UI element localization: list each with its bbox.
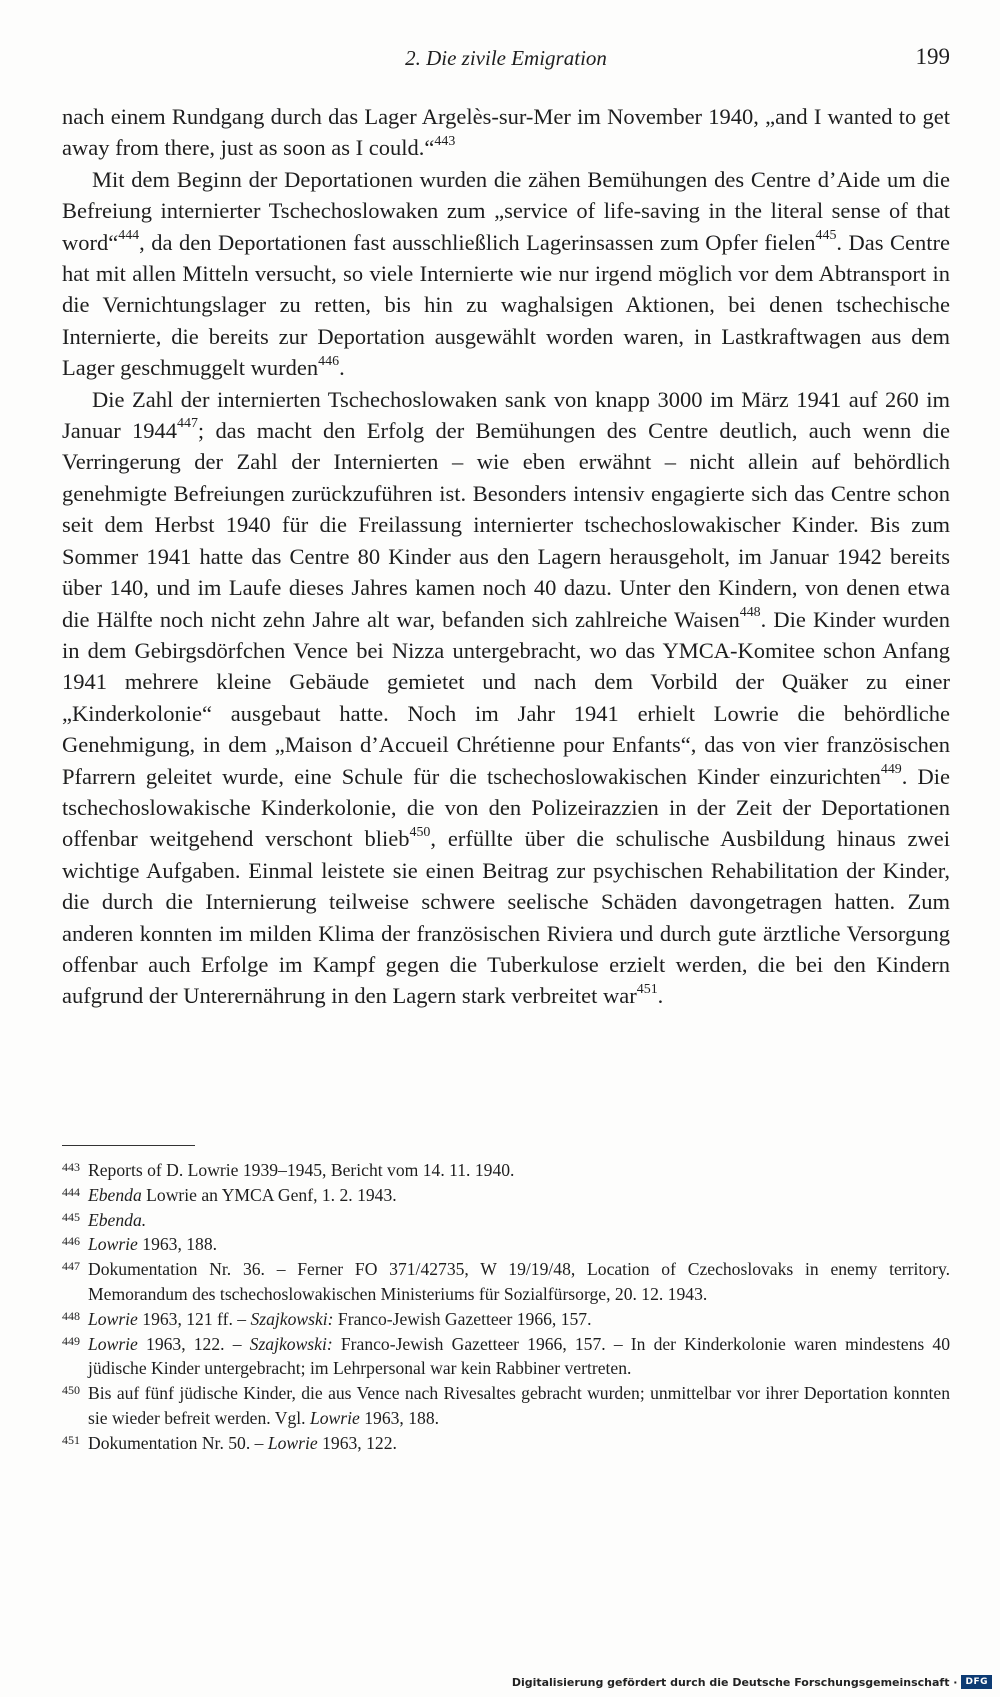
footnote-text: 1963, 122.: [317, 1432, 397, 1453]
footnote-text: Szajkowski:: [249, 1333, 333, 1354]
footnote-text: 1963, 188.: [137, 1234, 218, 1255]
footnote: [62, 1431, 950, 1456]
footnote-number: 444: [62, 1184, 80, 1199]
footnote-number: 451: [62, 1432, 80, 1447]
footnote-ref: 446: [318, 353, 340, 369]
paragraph-text: , da den Deportationen fast ausschließlich Lagerinsassen zum Opfer fielen: [139, 229, 816, 255]
footnote-text: Franco-Jewish Gazetteer 1966, 157. – In der Kinderkolonie waren mindestens 40 jüdische Kinder untergebracht; im Lehrpersonal war kein Rabbiner vertreten.: [88, 1333, 950, 1379]
footnote-text: Lowrie: [309, 1407, 360, 1428]
footnote-text: Szajkowski:: [250, 1308, 334, 1329]
footnote-text: Reports of D. Lowrie 1939–1945, Bericht vom 14. 11. 1940.: [88, 1160, 515, 1180]
footnote-divider: [62, 1145, 195, 1146]
paragraph-2: [62, 164, 950, 384]
footnote-ref: 447: [177, 416, 198, 432]
footnote-ref: 448: [739, 604, 761, 620]
paragraph-text: ; das macht den Erfolg der Bemühungen des Centre deutlich, auch wenn die Verringerung der Zahl der Internierten – wie eben erwähnt – nicht allein auf behördlich genehmigte Befreiungen zurückzuführen ist. Besonders intensiv engagierte sich das Centre schon seit dem Herbst 1940 für die Freilassung internierter tschechoslowakischer Kinder. Bis zum Sommer 1941 hatte das Centre 80 Kinder aus den Lagern herausgeholt, im Januar 1942 bereits über 140, und im Laufe dieses Jahres kamen noch 40 dazu. Unter den Kindern, von denen etwa die Hälfte noch nicht zehn Jahre alt war, befanden sich zahlreiche Waisen: [62, 418, 950, 632]
paragraph-text: Mit dem Beginn der Deportationen wurden die zähen Bemühungen des Centre d’Aide um die Befreiung internierter Tschechoslowaken zum „service of life-saving in the literal sense of that word“: [62, 166, 950, 255]
footnote: [62, 1307, 950, 1332]
footnote-ref: 451: [636, 981, 658, 997]
footnote: [62, 1183, 950, 1208]
footnote-number: 443: [62, 1160, 80, 1174]
footnote: [62, 1208, 950, 1233]
footnote: [62, 1158, 950, 1183]
paragraph-3: [62, 384, 950, 1012]
paragraph-1: [62, 101, 950, 164]
main-text: [62, 101, 950, 1012]
footnote: [62, 1381, 950, 1431]
running-title: 2. Die zivile Emigration: [405, 46, 607, 70]
footnote-ref: 450: [409, 824, 431, 840]
paragraph-text: , erfüllte über die schulische Ausbildung hinaus zwei wichtige Aufgaben. Einmal leistete sie einen Beitrag zur psychischen Rehabilitation der Kinder, die durch die Internierung teilweise schwere seelische Schäden davongetragen hatten. Zum anderen konnten im milden Klima der französischen Riviera und durch gute ärztliche Versorgung offenbar auch Erfolge im Kampf gegen die Tuberkulose erzielt werden, die bei den Kindern aufgrund der Unterernährung in den Lagern stark verbreitet war: [62, 826, 951, 1009]
paragraph-text: Die Zahl der internierten Tschechoslowaken sank von knapp 3000 im März 1941 auf 260 im Januar 1944: [62, 386, 950, 444]
footnote-number: 450: [62, 1383, 80, 1398]
dfg-logo: DFG: [961, 1675, 992, 1689]
digitization-credit: [512, 1673, 992, 1691]
footnote-text: Lowrie: [88, 1333, 138, 1354]
running-head: [62, 44, 950, 76]
footnote-text: Lowrie an YMCA Genf, 1. 2. 1943.: [141, 1184, 397, 1205]
footnote-text: 1963, 122. –: [137, 1333, 250, 1354]
footnote-number: 448: [62, 1308, 80, 1323]
footnotes: [62, 1158, 950, 1456]
footnote-number: 447: [62, 1259, 80, 1274]
paragraph-text: . Die Kinder wurden in dem Gebirgsdörfchen Vence bei Nizza untergebracht, wo das YMCA-Komitee schon Anfang 1941 mehrere kleine Gebäude gemietet und nach dem Vorbild der Quäker zu einer „Kinderkolonie“ ausgebaut hatte. Noch im Jahr 1941 erhielt Lowrie die behördliche Genehmigung, in dem „Maison d’Accueil Chrétienne pour Enfants“, das von vier französischen Pfarrern geleitet wurde, eine Schule für die tschechoslowakischen Kinder einzurichten: [62, 606, 950, 789]
footnote-text: Lowrie: [88, 1308, 138, 1329]
footnote: [62, 1257, 950, 1307]
footnote: [62, 1332, 950, 1382]
paragraph-text: .: [657, 983, 664, 1009]
footnote-ref: 449: [880, 761, 902, 777]
footnote-text: Franco-Jewish Gazetteer 1966, 157.: [333, 1308, 592, 1329]
footnote: [62, 1232, 950, 1257]
footnote-number: 449: [62, 1333, 80, 1348]
footnote-number: 446: [62, 1234, 80, 1249]
paragraph-text: .: [339, 355, 345, 381]
footnote-text: Dokumentation Nr. 50. –: [88, 1432, 268, 1453]
footnote-text: Lowrie: [88, 1234, 138, 1255]
footnote-text: 1963, 188.: [359, 1407, 440, 1428]
footnote-text: Ebenda: [88, 1184, 142, 1205]
footnote-text: Dokumentation Nr. 36. – Ferner FO 371/42735, W 19/19/48, Location of Czechoslovaks in enemy territory. Memorandum des tschechoslowakischen Ministeriums für Sozialfürsorge, 20. 12. 1943.: [88, 1259, 950, 1304]
footnote-text: Bis auf fünf jüdische Kinder, die aus Vence nach Rivesaltes gebracht wurden; unmittelbar vor ihrer Deportation konnten sie wieder befreit werden. Vgl.: [88, 1383, 950, 1428]
page-number: 199: [915, 44, 950, 69]
paragraph-text: . Die tschechoslowakische Kinderkolonie, die von den Polizeirazzien in der Zeit der Deportationen offenbar weitgehend verschont blieb: [62, 763, 950, 852]
footnote-number: 445: [62, 1209, 80, 1224]
footnote-ref: 444: [118, 228, 140, 244]
footnote-text: Lowrie: [267, 1432, 318, 1453]
credit-text: Digitalisierung gefördert durch die Deutsche Forschungsgemeinschaft ·: [511, 1675, 958, 1689]
paragraph-text: . Das Centre hat mit allen Mitteln versucht, so viele Internierte wie nur irgend möglich vor dem Abtransport in die Vernichtungslager zu retten, bis hin zu waghalsigen Aktionen, bei denen tschechische Internierte, die bereits zur Deportation ausgewählt worden waren, in Lastkraftwagen aus dem Lager geschmuggelt wurden: [62, 229, 950, 381]
footnote-text: Ebenda.: [88, 1209, 147, 1230]
footnote-ref: 443: [434, 133, 456, 149]
footnote-text: 1963, 121 ff. –: [137, 1308, 251, 1329]
paragraph-text: nach einem Rundgang durch das Lager Argelès-sur-Mer im November 1940, „and I wanted to get away from there, just as soon as I could.“: [62, 104, 950, 161]
footnote-ref: 445: [815, 228, 837, 244]
